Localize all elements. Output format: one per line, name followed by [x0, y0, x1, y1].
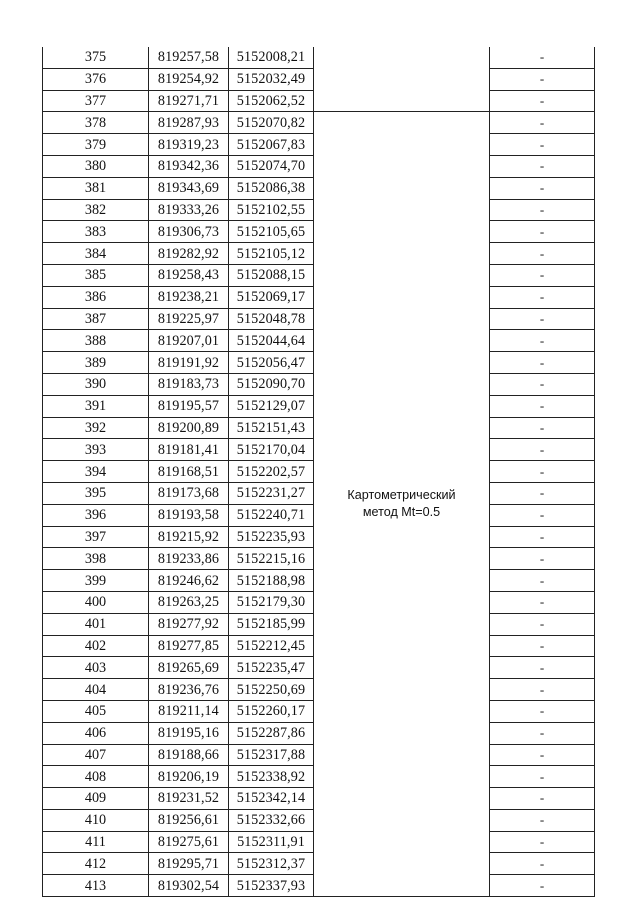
- mark-cell: -: [490, 199, 595, 221]
- x-coordinate-cell: 819238,21: [149, 286, 229, 308]
- y-coordinate-cell: 5152151,43: [229, 417, 314, 439]
- point-number-cell: 410: [43, 809, 149, 831]
- point-number-cell: 412: [43, 853, 149, 875]
- x-coordinate-cell: 819211,14: [149, 700, 229, 722]
- x-coordinate-cell: 819181,41: [149, 439, 229, 461]
- mark-cell: -: [490, 264, 595, 286]
- y-coordinate-cell: 5152235,93: [229, 526, 314, 548]
- x-coordinate-cell: 819215,92: [149, 526, 229, 548]
- mark-cell: -: [490, 47, 595, 68]
- y-coordinate-cell: 5152070,82: [229, 112, 314, 134]
- y-coordinate-cell: 5152212,45: [229, 635, 314, 657]
- x-coordinate-cell: 819183,73: [149, 373, 229, 395]
- mark-cell: -: [490, 613, 595, 635]
- mark-cell: -: [490, 90, 595, 112]
- method-label-line2: метод Mt=0.5: [362, 505, 441, 520]
- x-coordinate-cell: 819195,16: [149, 722, 229, 744]
- mark-cell: -: [490, 482, 595, 504]
- mark-cell: -: [490, 308, 595, 330]
- mark-cell: -: [490, 591, 595, 613]
- y-coordinate-cell: 5152102,55: [229, 199, 314, 221]
- point-number-cell: 402: [43, 635, 149, 657]
- point-number-cell: 389: [43, 352, 149, 374]
- point-number-cell: 403: [43, 657, 149, 679]
- y-coordinate-cell: 5152202,57: [229, 461, 314, 483]
- mark-cell: -: [490, 788, 595, 810]
- point-number-cell: 413: [43, 875, 149, 897]
- x-coordinate-cell: 819256,61: [149, 809, 229, 831]
- x-coordinate-cell: 819275,61: [149, 831, 229, 853]
- mark-cell: -: [490, 461, 595, 483]
- x-coordinate-cell: 819287,93: [149, 112, 229, 134]
- x-coordinate-cell: 819188,66: [149, 744, 229, 766]
- point-number-cell: 377: [43, 90, 149, 112]
- method-cell-empty: [314, 47, 490, 68]
- point-number-cell: 385: [43, 264, 149, 286]
- x-coordinate-cell: 819295,71: [149, 853, 229, 875]
- point-number-cell: 386: [43, 286, 149, 308]
- point-number-cell: 400: [43, 591, 149, 613]
- mark-cell: -: [490, 155, 595, 177]
- x-coordinate-cell: 819206,19: [149, 766, 229, 788]
- point-number-cell: 390: [43, 373, 149, 395]
- mark-cell: -: [490, 657, 595, 679]
- point-number-cell: 382: [43, 199, 149, 221]
- y-coordinate-cell: 5152250,69: [229, 679, 314, 701]
- x-coordinate-cell: 819173,68: [149, 482, 229, 504]
- mark-cell: -: [490, 352, 595, 374]
- point-number-cell: 392: [43, 417, 149, 439]
- y-coordinate-cell: 5152008,21: [229, 47, 314, 68]
- x-coordinate-cell: 819282,92: [149, 243, 229, 265]
- point-number-cell: 379: [43, 134, 149, 156]
- method-cell: [314, 112, 490, 897]
- x-coordinate-cell: 819200,89: [149, 417, 229, 439]
- y-coordinate-cell: 5152240,71: [229, 504, 314, 526]
- y-coordinate-cell: 5152056,47: [229, 352, 314, 374]
- y-coordinate-cell: 5152179,30: [229, 591, 314, 613]
- mark-cell: -: [490, 286, 595, 308]
- point-number-cell: 381: [43, 177, 149, 199]
- point-number-cell: 411: [43, 831, 149, 853]
- y-coordinate-cell: 5152332,66: [229, 809, 314, 831]
- y-coordinate-cell: 5152342,14: [229, 788, 314, 810]
- mark-cell: -: [490, 831, 595, 853]
- y-coordinate-cell: 5152062,52: [229, 90, 314, 112]
- point-number-cell: 406: [43, 722, 149, 744]
- mark-cell: -: [490, 635, 595, 657]
- y-coordinate-cell: 5152048,78: [229, 308, 314, 330]
- x-coordinate-cell: 819207,01: [149, 330, 229, 352]
- y-coordinate-cell: 5152170,04: [229, 439, 314, 461]
- mark-cell: -: [490, 766, 595, 788]
- point-number-cell: 407: [43, 744, 149, 766]
- x-coordinate-cell: 819236,76: [149, 679, 229, 701]
- point-number-cell: 405: [43, 700, 149, 722]
- y-coordinate-cell: 5152086,38: [229, 177, 314, 199]
- mark-cell: -: [490, 700, 595, 722]
- y-coordinate-cell: 5152090,70: [229, 373, 314, 395]
- x-coordinate-cell: 819225,97: [149, 308, 229, 330]
- y-coordinate-cell: 5152185,99: [229, 613, 314, 635]
- x-coordinate-cell: 819343,69: [149, 177, 229, 199]
- x-coordinate-cell: 819195,57: [149, 395, 229, 417]
- x-coordinate-cell: 819302,54: [149, 875, 229, 897]
- mark-cell: -: [490, 526, 595, 548]
- y-coordinate-cell: 5152067,83: [229, 134, 314, 156]
- mark-cell: -: [490, 243, 595, 265]
- x-coordinate-cell: 819246,62: [149, 570, 229, 592]
- mark-cell: -: [490, 809, 595, 831]
- point-number-cell: 395: [43, 482, 149, 504]
- point-number-cell: 388: [43, 330, 149, 352]
- x-coordinate-cell: 819257,58: [149, 47, 229, 68]
- y-coordinate-cell: 5152129,07: [229, 395, 314, 417]
- x-coordinate-cell: 819233,86: [149, 548, 229, 570]
- point-number-cell: 391: [43, 395, 149, 417]
- y-coordinate-cell: 5152074,70: [229, 155, 314, 177]
- point-number-cell: 387: [43, 308, 149, 330]
- y-coordinate-cell: 5152088,15: [229, 264, 314, 286]
- point-number-cell: 378: [43, 112, 149, 134]
- y-coordinate-cell: 5152069,17: [229, 286, 314, 308]
- table-row: [43, 112, 595, 134]
- mark-cell: -: [490, 373, 595, 395]
- method-cell-empty: [314, 90, 490, 112]
- point-number-cell: 398: [43, 548, 149, 570]
- y-coordinate-cell: 5152235,47: [229, 657, 314, 679]
- x-coordinate-cell: 819258,43: [149, 264, 229, 286]
- mark-cell: -: [490, 679, 595, 701]
- mark-cell: -: [490, 221, 595, 243]
- x-coordinate-cell: 819265,69: [149, 657, 229, 679]
- mark-cell: -: [490, 395, 595, 417]
- point-number-cell: 408: [43, 766, 149, 788]
- mark-cell: -: [490, 134, 595, 156]
- y-coordinate-cell: 5152105,65: [229, 221, 314, 243]
- x-coordinate-cell: 819277,92: [149, 613, 229, 635]
- point-number-cell: 394: [43, 461, 149, 483]
- method-cell-empty: [314, 68, 490, 90]
- y-coordinate-cell: 5152105,12: [229, 243, 314, 265]
- x-coordinate-cell: 819271,71: [149, 90, 229, 112]
- x-coordinate-cell: 819333,26: [149, 199, 229, 221]
- point-number-cell: 409: [43, 788, 149, 810]
- mark-cell: -: [490, 439, 595, 461]
- point-number-cell: 399: [43, 570, 149, 592]
- mark-cell: -: [490, 68, 595, 90]
- mark-cell: -: [490, 853, 595, 875]
- x-coordinate-cell: 819168,51: [149, 461, 229, 483]
- y-coordinate-cell: 5152311,91: [229, 831, 314, 853]
- mark-cell: -: [490, 875, 595, 897]
- table-row: [43, 47, 595, 68]
- mark-cell: -: [490, 744, 595, 766]
- y-coordinate-cell: 5152188,98: [229, 570, 314, 592]
- point-number-cell: 384: [43, 243, 149, 265]
- mark-cell: -: [490, 177, 595, 199]
- y-coordinate-cell: 5152044,64: [229, 330, 314, 352]
- y-coordinate-cell: 5152231,27: [229, 482, 314, 504]
- y-coordinate-cell: 5152215,16: [229, 548, 314, 570]
- y-coordinate-cell: 5152312,37: [229, 853, 314, 875]
- method-label-line1: Картометрический: [347, 488, 456, 503]
- coordinates-table-body: [43, 47, 595, 897]
- y-coordinate-cell: 5152337,93: [229, 875, 314, 897]
- point-number-cell: 380: [43, 155, 149, 177]
- x-coordinate-cell: 819263,25: [149, 591, 229, 613]
- x-coordinate-cell: 819319,23: [149, 134, 229, 156]
- table-row: [43, 68, 595, 90]
- coordinates-table: [42, 47, 595, 897]
- x-coordinate-cell: 819254,92: [149, 68, 229, 90]
- y-coordinate-cell: 5152338,92: [229, 766, 314, 788]
- point-number-cell: 383: [43, 221, 149, 243]
- point-number-cell: 401: [43, 613, 149, 635]
- x-coordinate-cell: 819342,36: [149, 155, 229, 177]
- x-coordinate-cell: 819306,73: [149, 221, 229, 243]
- point-number-cell: 393: [43, 439, 149, 461]
- mark-cell: -: [490, 722, 595, 744]
- x-coordinate-cell: 819231,52: [149, 788, 229, 810]
- point-number-cell: 396: [43, 504, 149, 526]
- mark-cell: -: [490, 112, 595, 134]
- y-coordinate-cell: 5152287,86: [229, 722, 314, 744]
- y-coordinate-cell: 5152032,49: [229, 68, 314, 90]
- mark-cell: -: [490, 570, 595, 592]
- table-row: [43, 90, 595, 112]
- point-number-cell: 404: [43, 679, 149, 701]
- mark-cell: -: [490, 504, 595, 526]
- mark-cell: -: [490, 548, 595, 570]
- point-number-cell: 376: [43, 68, 149, 90]
- x-coordinate-cell: 819193,58: [149, 504, 229, 526]
- mark-cell: -: [490, 330, 595, 352]
- mark-cell: -: [490, 417, 595, 439]
- point-number-cell: 375: [43, 47, 149, 68]
- y-coordinate-cell: 5152317,88: [229, 744, 314, 766]
- y-coordinate-cell: 5152260,17: [229, 700, 314, 722]
- point-number-cell: 397: [43, 526, 149, 548]
- x-coordinate-cell: 819191,92: [149, 352, 229, 374]
- x-coordinate-cell: 819277,85: [149, 635, 229, 657]
